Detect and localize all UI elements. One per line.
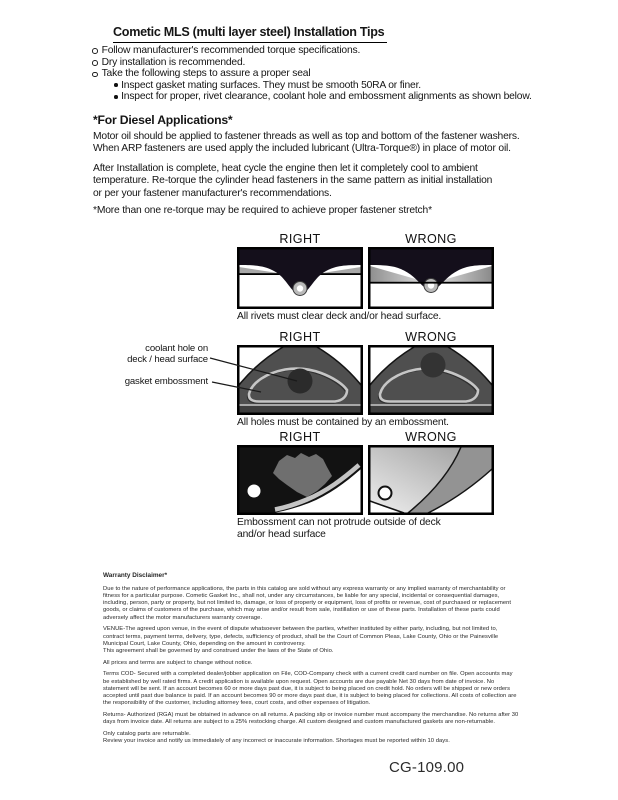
warranty-paragraph: Due to the nature of performance applications, the parts in this catalog are sold without any express warranty or any implied warranty of merchantability or fitness for a particular purpose. Cometic Gasket Inc., shall not, under any circumstances, be liable for any special, incidental or consequential damages, including, person, party or property, but not limited to, damage, or loss of property or equipment, loss of profits or revenue, cost of purchased or replacement goods, or claims of customers of the purchase, which may arise and/or result from sale, instillation or use of these parts. Installation of these parts could adversely affect the motor manufacturers warranty coverage. bbox=[103, 586, 512, 621]
retorque-note: *More than one re-torque may be required to achieve proper fastener stretch* bbox=[93, 205, 432, 216]
tip-text: Take the following steps to assure a proper seal bbox=[101, 68, 311, 80]
venue-paragraph: VENUE-The agreed upon venue, in the event of dispute whatsoever between the parties, whether instituted by either party, including, but not limited to, contract terms, payment terms, delivery, type, defects, sufficiency of product, shall be the Court of Common Pleas, Lake County, Ohio or the Painesville Municipal Court, Lake County, Ohio, depending on the amount in controversy. This agreement shall be governed by and construed under the laws of the State of Ohio. bbox=[103, 626, 499, 654]
diagram-rivet-right bbox=[237, 247, 363, 309]
diagram-row-rivets bbox=[237, 232, 494, 323]
list-item bbox=[114, 91, 532, 103]
catalog-parts-paragraph: Only catalog parts are returnable. Review your invoice and notify us immediately of any incorrect or inaccurate information. Shortages must be reported within 10 days. bbox=[103, 730, 450, 744]
page-title: Cometic MLS (multi layer steel) Installation Tips bbox=[113, 25, 387, 43]
tip-text: Inspect for proper, rivet clearance, coolant hole and embossment alignments as shown below. bbox=[121, 91, 532, 103]
bolt-hole bbox=[248, 485, 261, 498]
diagram-hole-right bbox=[237, 345, 363, 415]
tips-list bbox=[92, 45, 532, 103]
diagram-row-holes bbox=[237, 330, 494, 429]
bullet-icon bbox=[114, 95, 118, 99]
diesel-heading: *For Diesel Applications* bbox=[93, 113, 233, 127]
hollow-bullet-icon bbox=[92, 72, 98, 78]
page-code: CG-109.00 bbox=[389, 759, 465, 776]
diagram-rivet-wrong bbox=[368, 247, 494, 309]
coolant-hole-label: coolant hole on deck / head surface bbox=[127, 343, 208, 365]
returns-paragraph: Returns- Authorized (RGA) must be obtained in advance on all returns. A packing slip or invoice number must accompany the merchandise. No returns after 30 days from invoice date. All returns are subject to a 25% restocking charge. All custom designed and custom manufactured gaskets are non-returnable. bbox=[103, 711, 519, 725]
right-header: RIGHT bbox=[279, 430, 321, 444]
list-item bbox=[114, 80, 532, 92]
tip-text: Inspect gasket mating surfaces. They must be smooth 50RA or finer. bbox=[121, 79, 421, 91]
diesel-paragraph-2: After Installation is complete, heat cycle the engine then let it completely cool to ambient temperature. Re-torque the cylinder head fasteners in the same pattern as initial installation or per your fastener manufacturer's recommendations. bbox=[93, 163, 493, 199]
list-item bbox=[92, 68, 532, 80]
right-header: RIGHT bbox=[279, 232, 321, 246]
prices-paragraph: All prices and terms are subject to change without notice. bbox=[103, 659, 253, 666]
diagram-embossment-right bbox=[237, 445, 363, 515]
tip-text: Dry installation is recommended. bbox=[101, 56, 246, 68]
right-header: RIGHT bbox=[279, 330, 321, 344]
warranty-heading: Warranty Disclaimer* bbox=[103, 572, 168, 579]
bullet-icon bbox=[114, 83, 118, 87]
bolt-hole bbox=[379, 487, 392, 500]
diagram-hole-wrong bbox=[368, 345, 494, 415]
holes-caption: All holes must be contained by an embossment. bbox=[237, 417, 449, 428]
wrong-header: WRONG bbox=[405, 232, 457, 246]
terms-paragraph: Terms COD- Secured with a completed dealer/jobber application on File, COD-Company check with a current credit card number on file. Open accounts may be established by well rated firms. A credit application is available upon request. Open accounts are due payable Net 30 days from date of invoice. No statement will be sent. If an account becomes 60 or more days past due, it is subject to being placed on credit hold. No orders will be shipped or new orders accepted until past due balance is paid. If an account becomes 90 or more days past due, it is subject to being placed for collections. All costs of collection are the responsibility of the customer, including attorney fees, court costs, and other expenses of litigation. bbox=[103, 671, 517, 706]
coolant-hole bbox=[288, 369, 313, 394]
diagram-row-embossment bbox=[237, 430, 494, 540]
tip-text: Follow manufacturer's recommended torque specifications. bbox=[101, 45, 361, 56]
embossment-caption: Embossment can not protrude outside of deck and/or head surface bbox=[237, 517, 441, 540]
rivets-caption: All rivets must clear deck and/or head surface. bbox=[237, 311, 442, 322]
list-item bbox=[92, 57, 532, 69]
coolant-hole bbox=[421, 353, 446, 378]
gasket-embossment-label: gasket embossment bbox=[124, 376, 208, 387]
warranty-section bbox=[103, 572, 519, 750]
diagram-embossment-wrong bbox=[368, 445, 494, 515]
hollow-bullet-icon bbox=[92, 60, 98, 66]
wrong-header: WRONG bbox=[405, 330, 457, 344]
list-item bbox=[92, 45, 532, 57]
wrong-header: WRONG bbox=[405, 430, 457, 444]
diesel-paragraph-1: Motor oil should be applied to fastener threads as well as top and bottom of the fastener washers. When ARP fasteners are used apply the included lubricant (Ultra-Torque®) in place of motor oil. bbox=[93, 131, 520, 155]
hollow-bullet-icon bbox=[92, 48, 98, 54]
